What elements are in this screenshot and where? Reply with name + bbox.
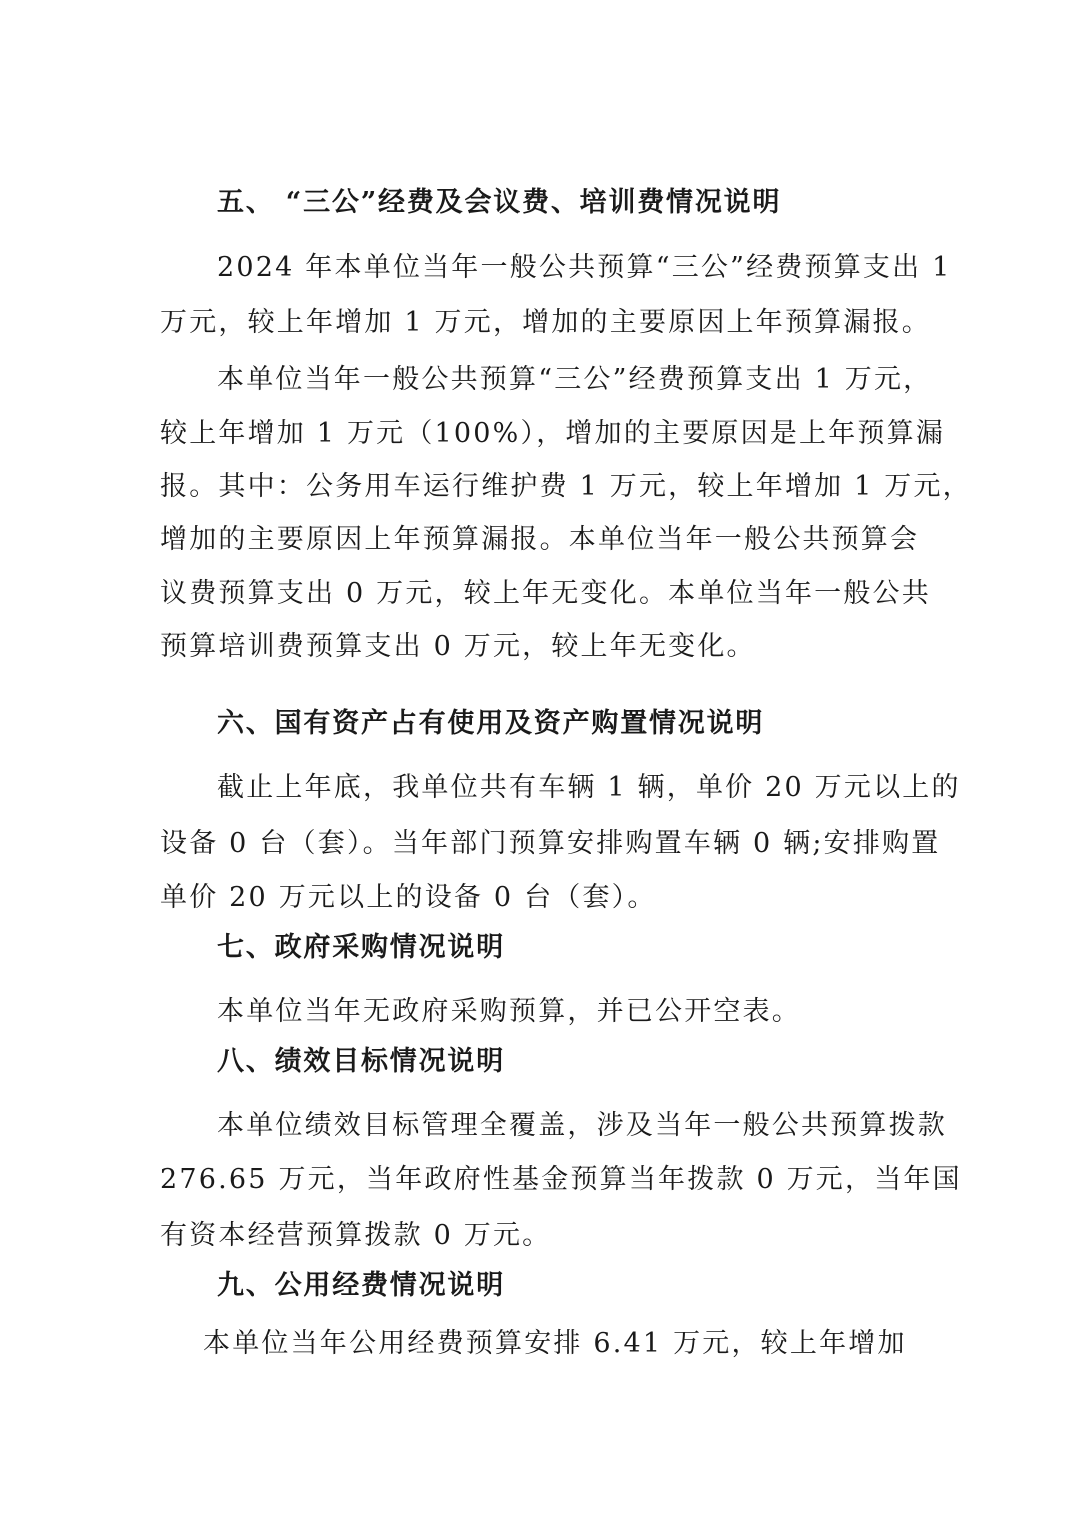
paragraph-line: 有资本经营预算拨款 0 万元。 xyxy=(160,1220,552,1251)
paragraph-line: 本单位当年公用经费预算安排 6.41 万元，较上年增加 xyxy=(203,1328,907,1359)
paragraph-line: 本单位当年无政府采购预算，并已公开空表。 xyxy=(217,996,801,1027)
paragraph-line: 预算培训费预算支出 0 万元，较上年无变化。 xyxy=(160,631,756,662)
paragraph-line: 议费预算支出 0 万元，较上年无变化。本单位当年一般公共 xyxy=(160,578,931,609)
paragraph-line: 增加的主要原因上年预算漏报。本单位当年一般公共预算会 xyxy=(160,524,920,555)
paragraph-line: 本单位当年一般公共预算“三公”经费预算支出 1 万元， xyxy=(217,364,933,395)
paragraph-line: 截止上年底，我单位共有车辆 1 辆，单价 20 万元以上的 xyxy=(217,772,961,803)
section-heading: 九、公用经费情况说明 xyxy=(217,1270,505,1301)
paragraph-line: 2024 年本单位当年一般公共预算“三公”经费预算支出 1 xyxy=(217,252,952,283)
paragraph-line: 276.65 万元，当年政府性基金预算当年拨款 0 万元，当年国 xyxy=(160,1164,962,1195)
paragraph-line: 本单位绩效目标管理全覆盖，涉及当年一般公共预算拨款 xyxy=(217,1110,947,1141)
paragraph-line: 设备 0 台（套）。当年部门预算安排购置车辆 0 辆;安排购置 xyxy=(160,828,941,859)
section-heading: 七、政府采购情况说明 xyxy=(217,932,505,963)
section-heading: 八、绩效目标情况说明 xyxy=(217,1046,505,1077)
section-heading: 五、 “三公”经费及会议费、培训费情况说明 xyxy=(217,187,782,218)
section-heading: 六、国有资产占有使用及资产购置情况说明 xyxy=(217,708,765,739)
paragraph-line: 万元，较上年增加 1 万元，增加的主要原因上年预算漏报。 xyxy=(160,307,931,338)
paragraph-line: 报。其中：公务用车运行维护费 1 万元，较上年增加 1 万元， xyxy=(160,471,972,502)
paragraph-line: 单价 20 万元以上的设备 0 台（套）。 xyxy=(160,882,657,913)
paragraph-line: 较上年增加 1 万元（100%），增加的主要原因是上年预算漏 xyxy=(160,418,946,449)
